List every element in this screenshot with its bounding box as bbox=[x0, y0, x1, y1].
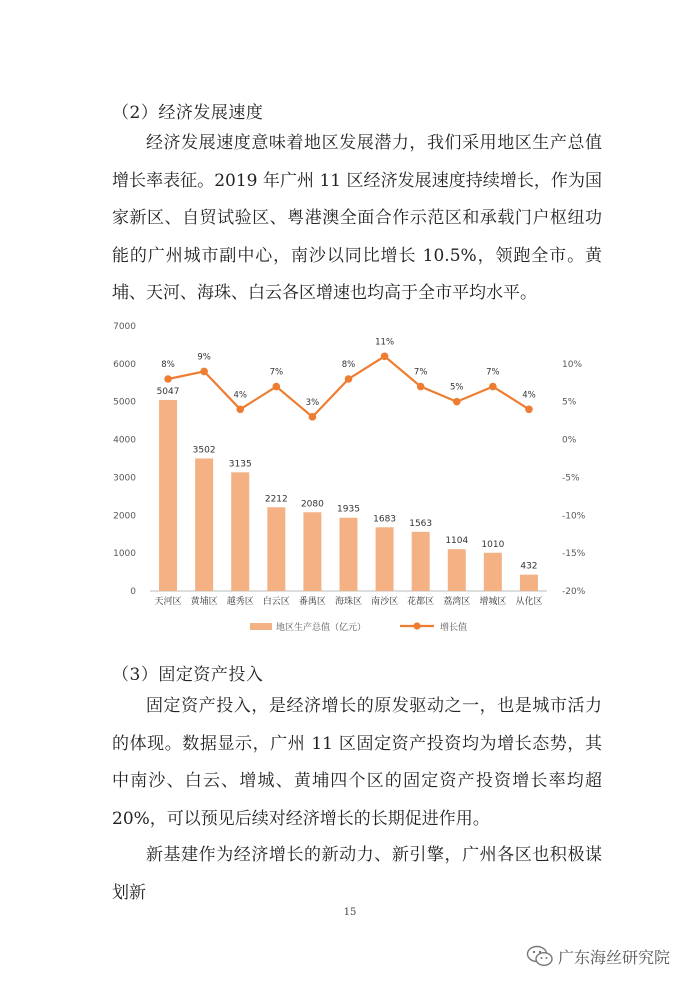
section-3-heading: （3）固定资产投入 bbox=[112, 665, 264, 685]
bar-value-label: 1935 bbox=[337, 504, 360, 515]
bar-白云区 bbox=[267, 507, 285, 591]
section-2-paragraph: 经济发展速度意味着地区发展潜力，我们采用地区生产总值增长率表征。2019 年广州 11 区经济发展速度持续增长，作为国家新区、自贸试验区、粤港澳全面合作示范区和承载门户枢纽功能的广州城市副中心，南沙以同比增长 10.5%，领跑全市。黄埔、天河、海珠、白云各区增速也均高于全市平均水平。 bbox=[112, 133, 602, 303]
bar-越秀区 bbox=[231, 472, 249, 591]
legend-bar-swatch bbox=[250, 623, 272, 630]
bar-花都区 bbox=[412, 532, 430, 591]
watermark-text: 广东海丝研究院 bbox=[558, 947, 671, 967]
bar-荔湾区 bbox=[448, 549, 466, 591]
bar-增城区 bbox=[484, 553, 502, 591]
section-3-paragraph-2: 新基建作为经济增长的新动力、新引擎，广州各区也积极谋划新 bbox=[112, 845, 602, 903]
section-3-paragraph-1: 固定资产投入，是经济增长的原发驱动之一，也是城市活力的体现。数据显示，广州 11 区固定资产投资均为增长态势，其中南沙、白云、增城、黄埔四个区的固定资产投资增长率均超 20%，可以预见后续对经济增长的长期促进作用。 bbox=[112, 696, 602, 829]
category-label: 南沙区 bbox=[371, 597, 399, 607]
growth-point-天河区 bbox=[164, 375, 172, 383]
bar-value-label: 1104 bbox=[445, 536, 469, 547]
category-label: 增城区 bbox=[479, 597, 507, 607]
growth-value-label: 9% bbox=[197, 352, 211, 363]
left-axis-tick: 4000 bbox=[113, 435, 136, 446]
growth-value-label: 7% bbox=[413, 367, 428, 378]
right-axis-tick: -15% bbox=[562, 549, 586, 560]
category-label: 荔湾区 bbox=[443, 597, 471, 607]
bar-value-label: 432 bbox=[520, 561, 538, 572]
growth-point-白云区 bbox=[273, 383, 281, 391]
right-axis-tick: 0% bbox=[562, 435, 577, 446]
watermark bbox=[526, 944, 670, 968]
bar-番禺区 bbox=[303, 512, 321, 591]
left-axis-tick: 0 bbox=[130, 587, 136, 597]
bar-value-label: 1563 bbox=[409, 518, 433, 529]
right-axis-tick: -5% bbox=[562, 473, 580, 484]
growth-point-番禺区 bbox=[309, 413, 317, 421]
category-label: 番禺区 bbox=[298, 597, 326, 607]
bar-value-label: 2080 bbox=[300, 499, 324, 510]
bar-从化区 bbox=[520, 575, 538, 591]
category-label: 越秀区 bbox=[226, 597, 254, 607]
bar-value-label: 2212 bbox=[264, 494, 288, 505]
category-label: 从化区 bbox=[515, 597, 543, 607]
growth-value-label: 8% bbox=[161, 360, 175, 370]
right-axis-tick: 5% bbox=[562, 397, 577, 408]
category-label: 白云区 bbox=[262, 597, 290, 607]
page-number: 15 bbox=[343, 907, 357, 918]
left-axis-tick: 5000 bbox=[113, 397, 136, 408]
bar-value-label: 1683 bbox=[373, 514, 397, 525]
growth-point-从化区 bbox=[525, 405, 533, 413]
growth-value-label: 7% bbox=[269, 367, 284, 378]
category-label: 花都区 bbox=[407, 597, 435, 607]
growth-value-label: 4% bbox=[522, 390, 536, 401]
legend-bar-label: 地区生产总值（亿元） bbox=[276, 623, 367, 633]
category-label: 海珠区 bbox=[334, 597, 363, 607]
left-axis-tick: 7000 bbox=[113, 322, 136, 332]
section-2-heading: （2）经济发展速度 bbox=[112, 103, 264, 123]
bar-value-label: 1010 bbox=[481, 539, 505, 550]
left-axis-tick: 6000 bbox=[113, 359, 136, 370]
bar-南沙区 bbox=[376, 527, 394, 591]
growth-value-label: 7% bbox=[486, 367, 500, 378]
growth-value-label: 3% bbox=[305, 397, 320, 408]
growth-point-增城区 bbox=[489, 383, 497, 391]
left-axis-tick: 2000 bbox=[113, 511, 136, 522]
growth-point-荔湾区 bbox=[453, 398, 461, 406]
bar-海珠区 bbox=[340, 518, 358, 591]
wechat-icon bbox=[526, 944, 554, 968]
category-label: 天河区 bbox=[154, 597, 182, 607]
bar-value-label: 5047 bbox=[156, 386, 180, 397]
growth-point-越秀区 bbox=[236, 405, 244, 413]
right-axis-tick: 10% bbox=[562, 359, 583, 370]
growth-value-label: 8% bbox=[341, 360, 356, 370]
right-axis-tick: -20% bbox=[562, 587, 586, 597]
legend-line-marker bbox=[413, 622, 420, 629]
legend-line-label: 增长值 bbox=[440, 623, 468, 633]
category-label: 黄埔区 bbox=[190, 597, 218, 607]
left-axis-tick: 1000 bbox=[113, 549, 136, 560]
left-axis-tick: 3000 bbox=[113, 473, 136, 484]
right-axis-tick: -10% bbox=[562, 511, 586, 522]
growth-point-南沙区 bbox=[381, 352, 389, 360]
growth-point-花都区 bbox=[417, 383, 425, 391]
growth-point-黄埔区 bbox=[200, 368, 208, 376]
growth-value-label: 11% bbox=[375, 337, 395, 348]
bar-value-label: 3135 bbox=[228, 459, 252, 470]
bar-value-label: 3502 bbox=[192, 445, 216, 456]
growth-value-label: 5% bbox=[450, 382, 464, 393]
growth-point-海珠区 bbox=[345, 375, 353, 383]
growth-value-label: 4% bbox=[233, 390, 247, 401]
bar-黄埔区 bbox=[195, 458, 213, 591]
bar-天河区 bbox=[159, 400, 177, 591]
